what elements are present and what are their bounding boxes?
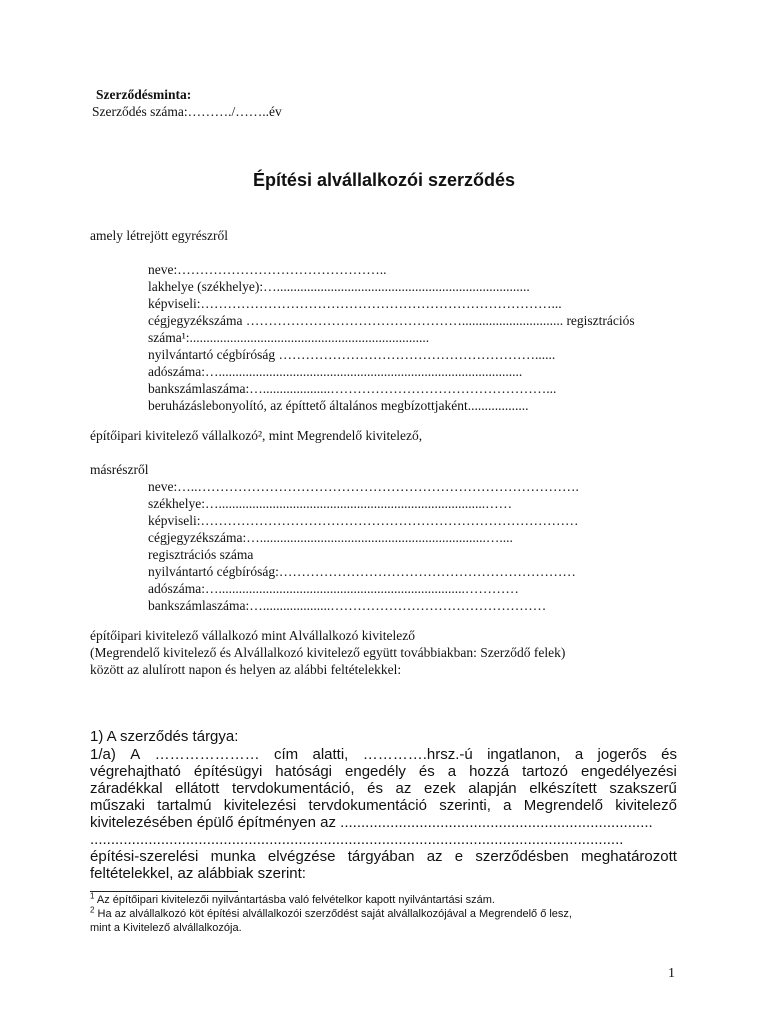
footnote-2-mark: 2 [90, 905, 95, 915]
party1-name-field: neve:……………………………………….. [148, 262, 387, 277]
party2-tax-number-field: adószáma:….........................................................................………… [148, 581, 519, 596]
section1-word: meghatározott [581, 848, 677, 865]
section1-word: műszaki [90, 797, 146, 814]
section1-line [90, 814, 653, 832]
section1-word: alatti, [312, 746, 349, 763]
party1-bank-account-field: bankszámlaszáma:…....................…………………………………………... [148, 381, 557, 396]
section1-word: kivitelező [615, 797, 677, 814]
section1-word: tervdokumentáció, [231, 780, 355, 797]
footnote-1-text: Az építőipari kivitelezői nyilvántartásba való felvételkor kapott nyilvántartási szám. [96, 894, 495, 906]
party2-intro: másrészről [90, 462, 149, 477]
party1-intro: amely létrejött egyrészről [90, 228, 228, 243]
section1-word: tartozó [522, 763, 568, 780]
section1-word: a [574, 746, 584, 763]
section1-word: hatósági [275, 763, 333, 780]
section1-word: e [454, 848, 464, 865]
section1-word: ………………… [154, 746, 260, 763]
section1-word: A [130, 746, 141, 763]
section1-word: hozzá [469, 763, 510, 780]
section1-word: a [503, 797, 512, 814]
party2-company-reg-field: cégjegyzékszáma:…...................................................................….... [148, 530, 513, 545]
party2-registration-number-field: regisztrációs száma [148, 547, 254, 562]
conditions-line: között az alulírott napon és helyen az alábbi feltételekkel: [90, 662, 402, 677]
section1-word: és [367, 780, 383, 797]
page-number: 1 [668, 966, 675, 981]
section1-line [90, 797, 677, 815]
party1-investment-manager-field: beruházáslebonyolító, az építtető általános megbízottjaként.................. [148, 398, 529, 413]
section1-word: elvégzése [267, 848, 336, 865]
section1-word: alapján [468, 780, 517, 797]
section1-word: kivitelezési [223, 797, 297, 814]
contract-template-label: Szerződésminta: [96, 87, 192, 102]
party1-company-reg-field: cégjegyzékszáma ………………………………………….............................. regisztrációs [148, 313, 635, 328]
footnote-2-text: Ha az alvállalkozó köt építési alvállalkozói szerződést saját alvállalkozójával a Megrendelő ő lesz, [97, 908, 572, 920]
section1-word: ezek [423, 780, 456, 797]
section1-word: tárgyában [347, 848, 415, 865]
section1-word: 1/a) [90, 746, 116, 763]
section1-word: a [447, 763, 457, 780]
footnote-separator [90, 891, 238, 892]
section1-word: engedélyezési [580, 763, 677, 780]
section1-word: cím [273, 746, 299, 763]
party1-tax-number-field: adószáma:….......................................................................................... [148, 364, 523, 379]
section1-line [90, 780, 677, 798]
section1-line [90, 746, 677, 764]
section1-word: az [395, 780, 412, 797]
section1-word: ………….hrsz.-ú [362, 746, 473, 763]
footnote-1-mark: 1 [90, 891, 95, 901]
section1-word: és [418, 763, 435, 780]
section1-word: ellátott [175, 780, 220, 797]
section1-line [90, 865, 306, 883]
party1-role: építőipari kivitelező vállalkozó², mint Megrendelő kivitelező, [90, 428, 423, 443]
footnote-1 [90, 891, 495, 906]
section1-line [90, 831, 623, 849]
section1-word: szakszerű [609, 780, 677, 797]
party2-role: építőipari kivitelező vállalkozó mint Alvállalkozó kivitelező [90, 628, 416, 643]
party2-bank-account-field: bankszámlaszáma:…....................………………………………………… [148, 598, 547, 613]
parties-collective-name: (Megrendelő kivitelező és Alvállalkozó kivitelező együtt továbbiakban: Szerződő felek) [90, 645, 566, 660]
section1-word: építési-szerelési [90, 848, 199, 865]
party1-registration-number-field: száma¹:....................................................................... [148, 330, 430, 345]
party1-court-field: nyilvántartó cégbíróság …………………………………………………...... [148, 347, 556, 362]
section1-word: szerinti, [439, 797, 491, 814]
section1-word: munka [210, 848, 256, 865]
party2-name-field: neve:…..…………………………………………………………………………. [148, 479, 579, 494]
section1-word: jogerős [597, 746, 647, 763]
section1-word: építésügyi [193, 763, 263, 780]
section1-word: feltételekkel, az alábbiak szerint: [90, 865, 306, 882]
document-title: Építési alvállalkozói szerződés [252, 170, 516, 190]
section1-word: végrehajtható [90, 763, 181, 780]
section1-word: Megrendelő [523, 797, 603, 814]
section1-word: záradékkal [90, 780, 163, 797]
section1-word: ................................................................................................................................ [90, 831, 624, 848]
party2-representative-field: képviseli:………………………………………………………………………… [148, 513, 579, 528]
section1-word: tervdokumentáció [308, 797, 427, 814]
section1-word: szerződésben [475, 848, 569, 865]
footnote-2 [90, 905, 572, 920]
party1-address-field: lakhelye (székhelye):…........................................................................... [148, 279, 530, 294]
section1-word: és [661, 746, 677, 763]
section1-word: az [426, 848, 443, 865]
section1-line [90, 848, 677, 866]
section1-word: kivitelezésében épülő építményen az ........................................................................... [90, 814, 653, 831]
section1-word: ingatlanon, [487, 746, 561, 763]
contract-number-line: Szerződés száma:………./……..év [92, 104, 282, 119]
section1-line [90, 763, 677, 781]
footnote-2-continuation: mint a Kivitelező alvállalkozója. [90, 922, 242, 934]
section1-word: engedély [345, 763, 406, 780]
section1-heading: 1) A szerződés tárgya: [90, 728, 239, 745]
party2-seat-field: székhelye:…...............................................................................…… [148, 496, 513, 511]
party1-representative-field: képviseli:……………………………………………………………………... [148, 296, 562, 311]
party2-court-field: nyilvántartó cégbíróság:………………………………………………………… [148, 564, 576, 579]
section1-word: elkészített [529, 780, 597, 797]
section1-word: tartalmú [157, 797, 212, 814]
